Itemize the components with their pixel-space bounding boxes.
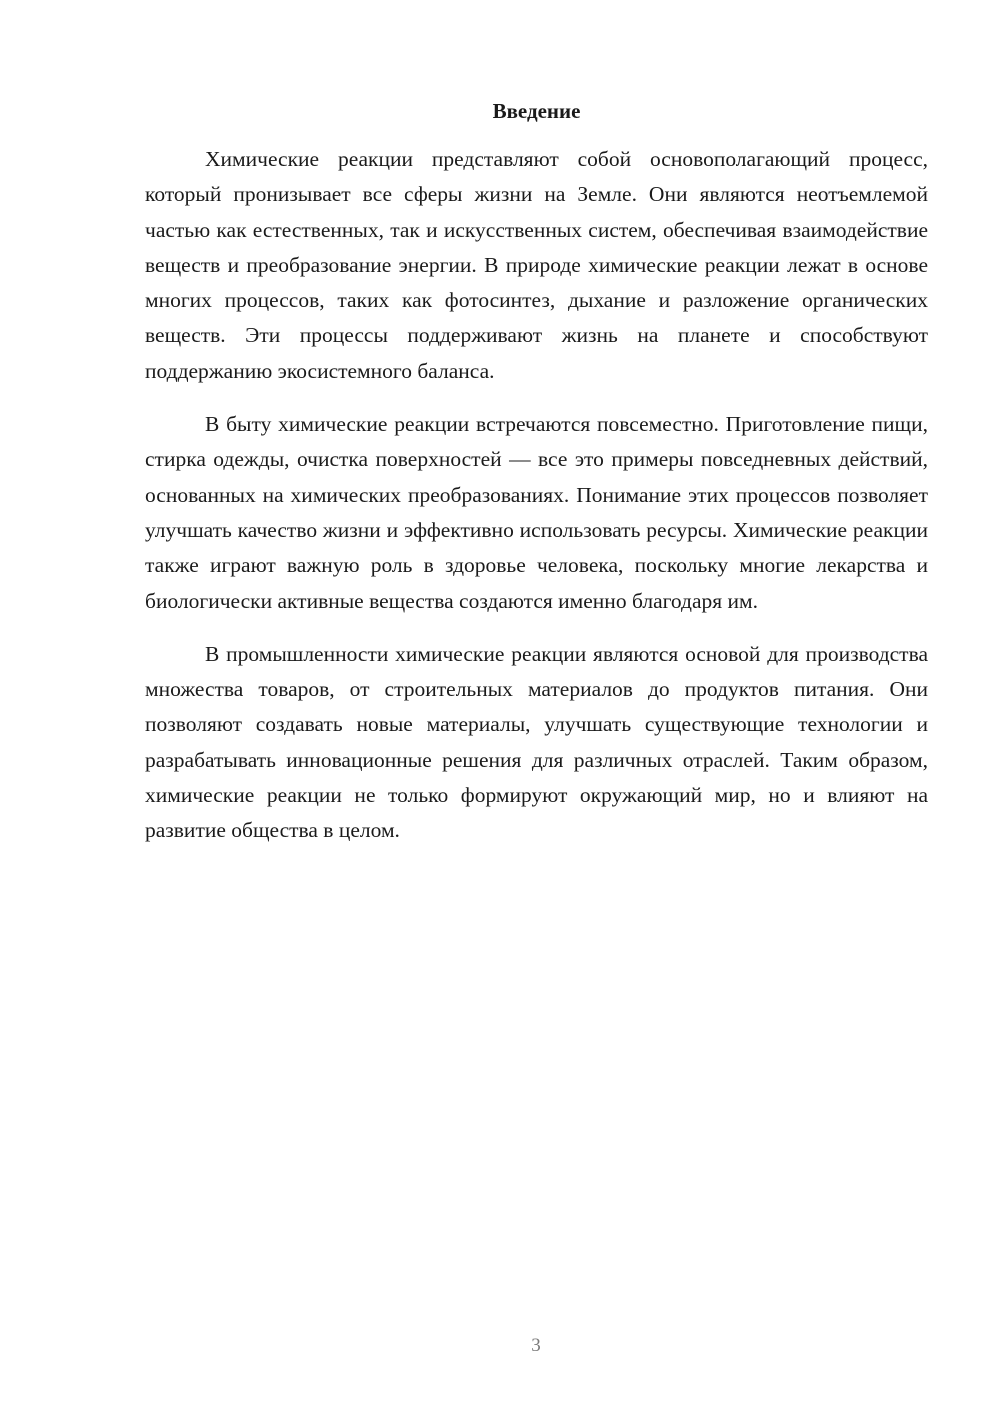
section-heading: Введение	[492, 99, 581, 123]
body-text	[145, 142, 928, 867]
paragraph-2: В быту химические реакции встречаются повсеместно. Приготовление пищи, стирка одежды, очистка поверхностей — все это примеры повседневных действий, основанных на химических преобразованиях. Понимание этих процессов позволяет улучшать качество жизни и эффективно использовать ресурсы. Химические реакции также играют важную роль в здоровье человека, поскольку многие лекарства и биологически активные вещества создаются именно благодаря им.	[145, 412, 928, 613]
page-number: 3	[531, 1335, 541, 1356]
paragraph-3: В промышленности химические реакции являются основой для производства множества товаров, от строительных материалов до продуктов питания. Они позволяют создавать новые материалы, улучшать существующие технологии и разрабатывать инновационные решения для различных отраслей. Таким образом, химические реакции не только формируют окружающий мир, но и влияют на развитие общества в целом.	[145, 641, 928, 843]
paragraph-1: Химические реакции представляют собой основополагающий процесс, который пронизывает все сферы жизни на Земле. Они являются неотъемлемой частью как естественных, так и искусственных систем, обеспечивая взаимодействие веществ и преобразование энергии. В природе химические реакции лежат в основе многих процессов, таких как фотосинтез, дыхание и разложение органических веществ. Эти процессы поддерживают жизнь на планете и способствуют поддержанию экосистемного баланса.	[145, 147, 928, 383]
